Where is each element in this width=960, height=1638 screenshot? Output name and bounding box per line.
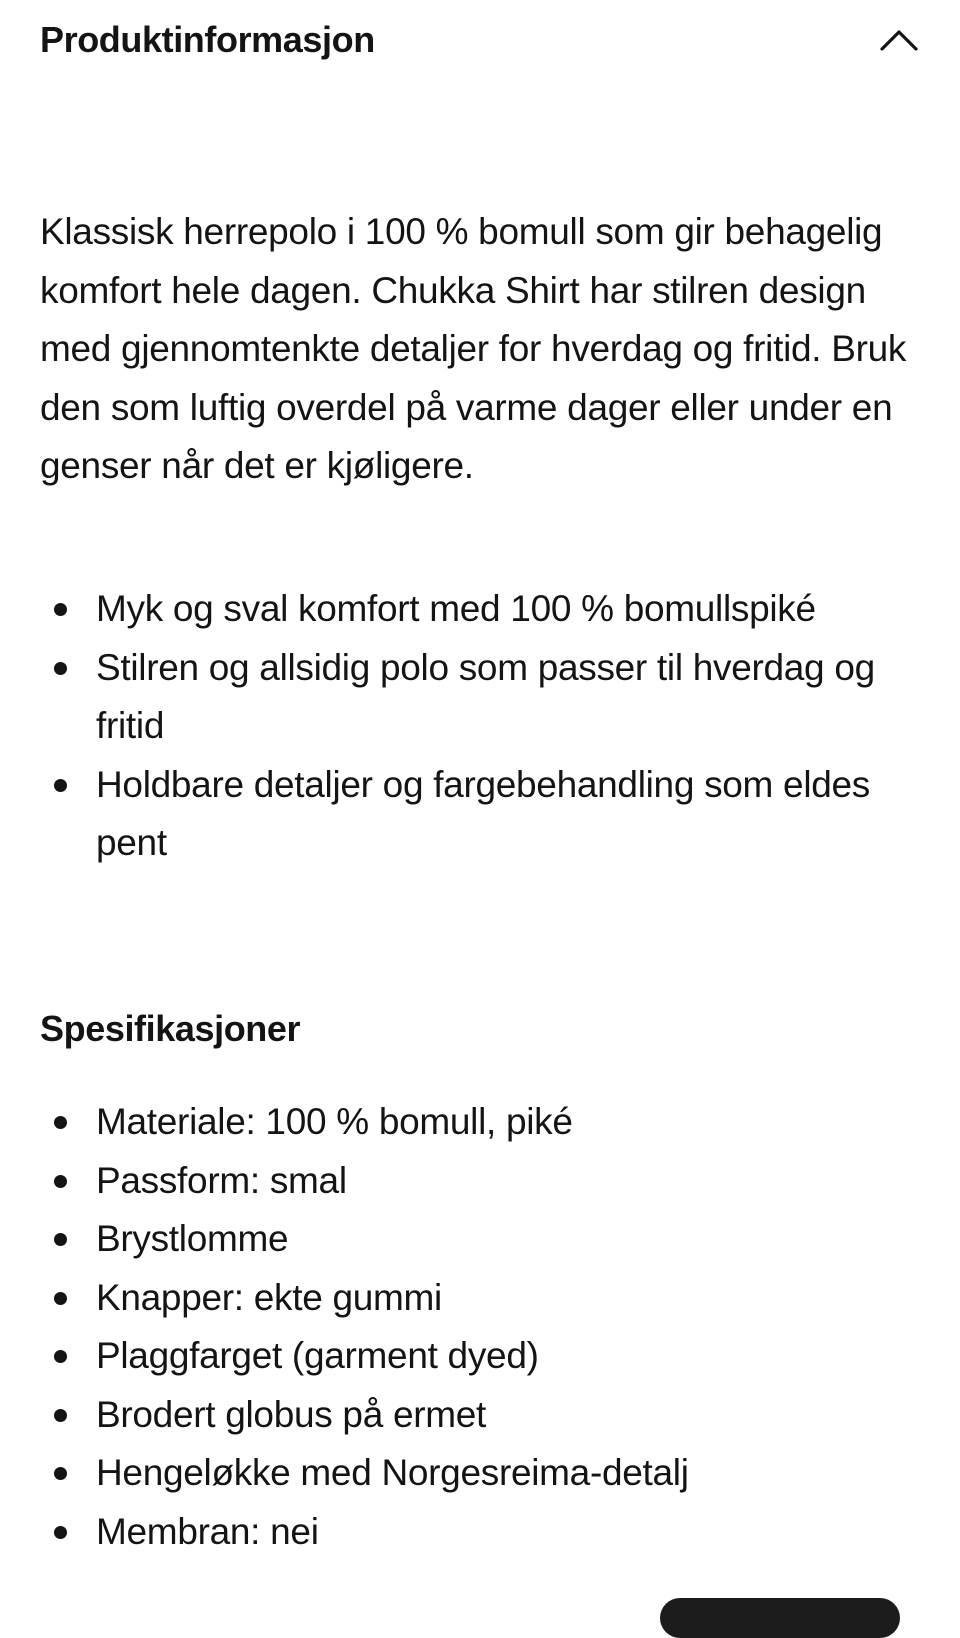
- list-item: Knapper: ekte gummi: [96, 1269, 920, 1328]
- list-item: Myk og sval komfort med 100 % bomullspiké: [96, 580, 920, 639]
- list-item: Brodert globus på ermet: [96, 1386, 920, 1445]
- list-item: Hengeløkke med Norgesreima-detalj: [96, 1444, 920, 1503]
- specifications-heading: Spesifikasjoner: [40, 1008, 301, 1049]
- specification-list: [40, 1093, 920, 1561]
- list-item: Stilren og allsidig polo som passer til hverdag og fritid: [96, 639, 920, 756]
- list-item: Holdbare detaljer og fargebehandling som eldes pent: [96, 756, 920, 873]
- list-item: Plaggfarget (garment dyed): [96, 1327, 920, 1386]
- list-item: Membran: nei: [96, 1503, 920, 1562]
- feature-list: [40, 580, 920, 873]
- chevron-up-icon[interactable]: [878, 19, 920, 61]
- product-info-accordion-header[interactable]: [40, 10, 920, 70]
- list-item: Brystlomme: [96, 1210, 920, 1269]
- product-description: Klassisk herrepolo i 100 % bomull som gir behagelig komfort hele dagen. Chukka Shirt har stilren design med gjennomtenkte detaljer for hverdag og fritid. Bruk den som luftig overdel på varme dager eller under en genser når det er kjøligere.: [40, 211, 907, 486]
- list-item: Materiale: 100 % bomull, piké: [96, 1093, 920, 1152]
- floating-action-button[interactable]: [660, 1598, 900, 1638]
- accordion-title: Produktinformasjon: [40, 19, 375, 60]
- list-item: Passform: smal: [96, 1152, 920, 1211]
